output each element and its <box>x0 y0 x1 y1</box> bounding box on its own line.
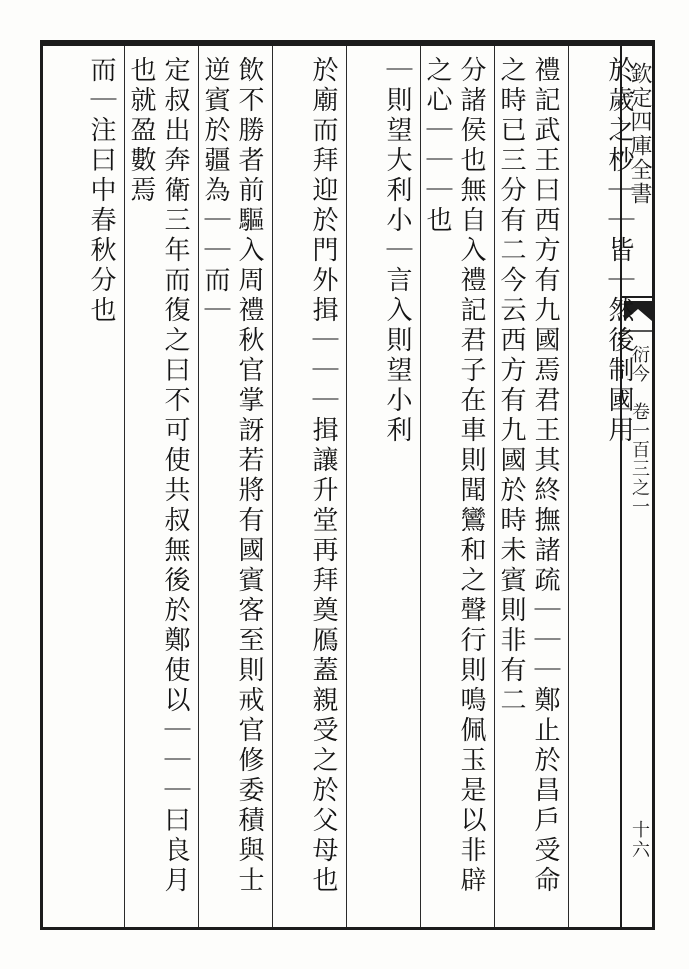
text-column-4: ｜則望大利小｜言入則望小利 <box>382 56 412 446</box>
text-column-1: 於歲之杪｜｜皆｜然後制國用 <box>604 56 634 446</box>
column-rule <box>272 46 273 927</box>
text-column-7: 定叔出奔衛三年而復之曰不可使共叔無後於鄭使以｜｜｜曰良月也就盈數焉 <box>126 56 190 896</box>
text-column-6: 飲不勝者前驅入周禮秋官掌訝若將有國賓客至則戒官修委積與士逆賓於疆為｜｜而｜ <box>200 56 264 896</box>
volume-label: 衍今 卷一百三之一 <box>629 345 650 516</box>
book-title: 欽定四庫全書 <box>627 62 652 206</box>
text-column-8: 而｜注曰中春秋分也 <box>86 56 116 326</box>
page-number: 十六 <box>629 820 650 860</box>
column-rule <box>568 46 569 927</box>
text-column-5: 於廟而拜迎於門外揖｜｜｜揖讓升堂再拜奠鴈蓋親受之於父母也 <box>308 56 338 896</box>
text-column-2: 禮記武王曰西方有九國焉君王其終撫諸疏｜｜｜鄭止於昌戶受命之時已三分有二今云西方有九國於時未賓則非有二 <box>496 56 560 896</box>
text-column-3: 分諸侯也無自入禮記君子在車則聞鸞和之聲行則鳴佩玉是以非辟之心｜｜｜也 <box>422 56 486 896</box>
column-rule <box>346 46 347 927</box>
